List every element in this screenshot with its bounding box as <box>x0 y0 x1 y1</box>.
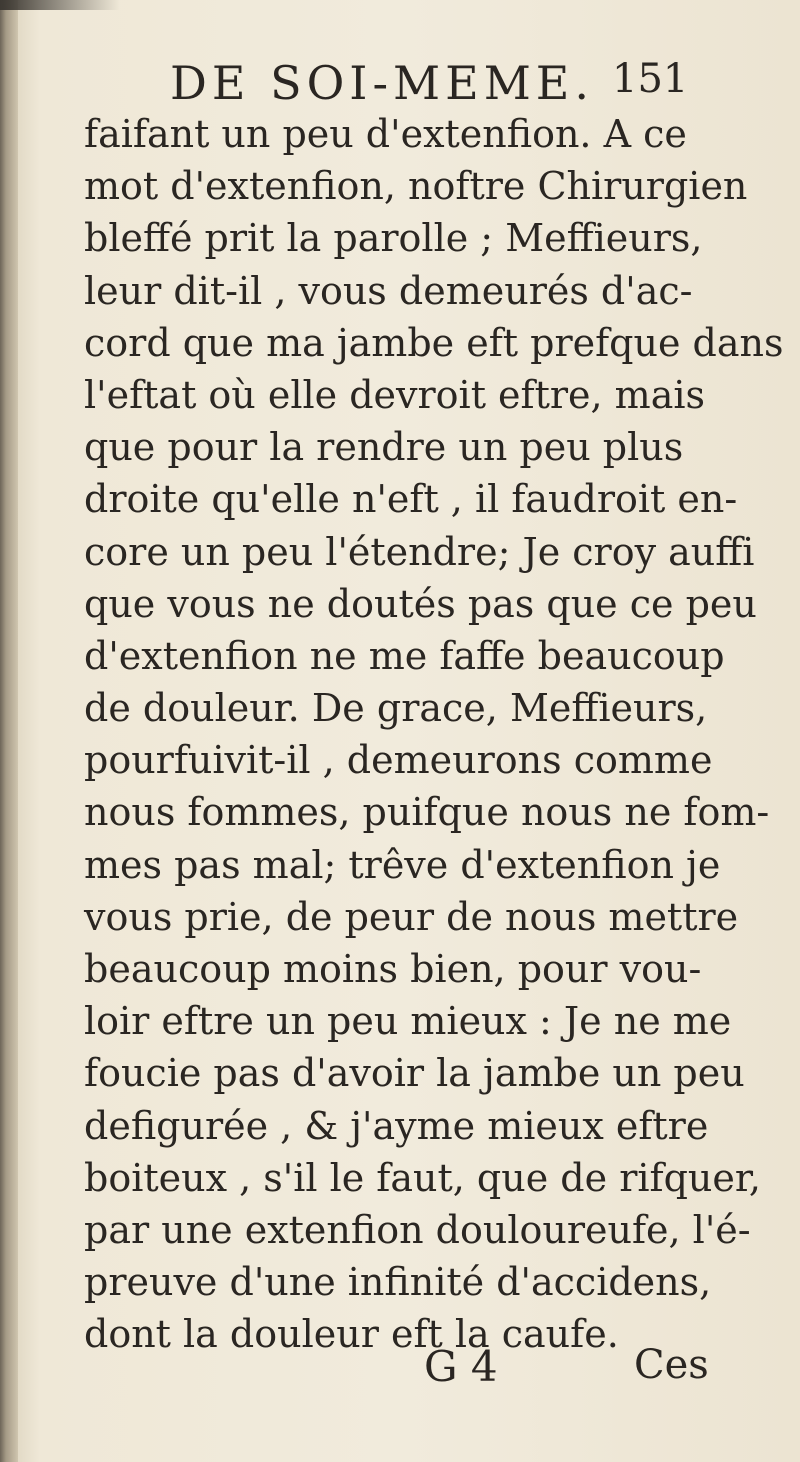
text-line: par une extenfion douloureufe, l'é- <box>84 1207 751 1252</box>
text-line: pourfuivit-il , demeurons comme <box>84 738 713 783</box>
text-line: mot d'extenfion, noftre Chirurgien <box>84 164 748 209</box>
top-rule <box>0 0 120 10</box>
text-line: que vous ne doutés pas que ce peu <box>84 581 757 626</box>
text-line: l'eftat où elle devroit eftre, mais <box>84 372 706 417</box>
text-line: droite qu'elle n'eft , il faudroit en- <box>84 477 738 522</box>
text-line: dont la douleur eft la caufe. <box>84 1312 619 1357</box>
text-line: boiteux , s'il le faut, que de rifquer, <box>84 1155 761 1200</box>
signature-mark: G 4 <box>424 1342 498 1391</box>
text-line: beaucoup moins bien, pour vou- <box>84 947 702 991</box>
text-line: faifant un peu d'extenfion. A ce <box>84 112 687 156</box>
text-line: cord que ma jambe eft prefque dans <box>84 320 784 365</box>
text-line: bleffé prit la parolle ; Meffieurs, <box>84 216 703 261</box>
text-line: de douleur. De grace, Meffieurs, <box>84 686 708 731</box>
text-line: foucie pas d'avoir la jambe un peu <box>84 1051 745 1096</box>
text-line: que pour la rendre un peu plus <box>84 425 684 470</box>
page-footer <box>84 1342 714 1402</box>
text-line: loir eftre un peu mieux : Je ne me <box>84 999 732 1044</box>
book-binding-edge <box>0 0 18 1462</box>
text-line: leur dit-il , vous demeurés d'ac- <box>84 268 693 313</box>
text-line: defigurée , & j'ayme mieux eftre <box>84 1103 709 1148</box>
text-line: core un peu l'étendre; Je croy auffi <box>84 529 755 574</box>
text-line: d'extenfion ne me faffe beaucoup <box>84 633 725 678</box>
body-text <box>84 108 784 1361</box>
page-number: 151 <box>612 56 689 102</box>
running-title: DE SOI-MEME. <box>170 56 595 110</box>
text-line: mes pas mal; trêve d'extenfion je <box>84 842 721 887</box>
text-line: preuve d'une infinité d'accidens, <box>84 1260 712 1305</box>
text-line: nous fommes, puifque nous ne fom- <box>84 790 770 835</box>
catchword: Ces <box>634 1342 709 1388</box>
text-line: vous prie, de peur de nous mettre <box>84 894 739 939</box>
